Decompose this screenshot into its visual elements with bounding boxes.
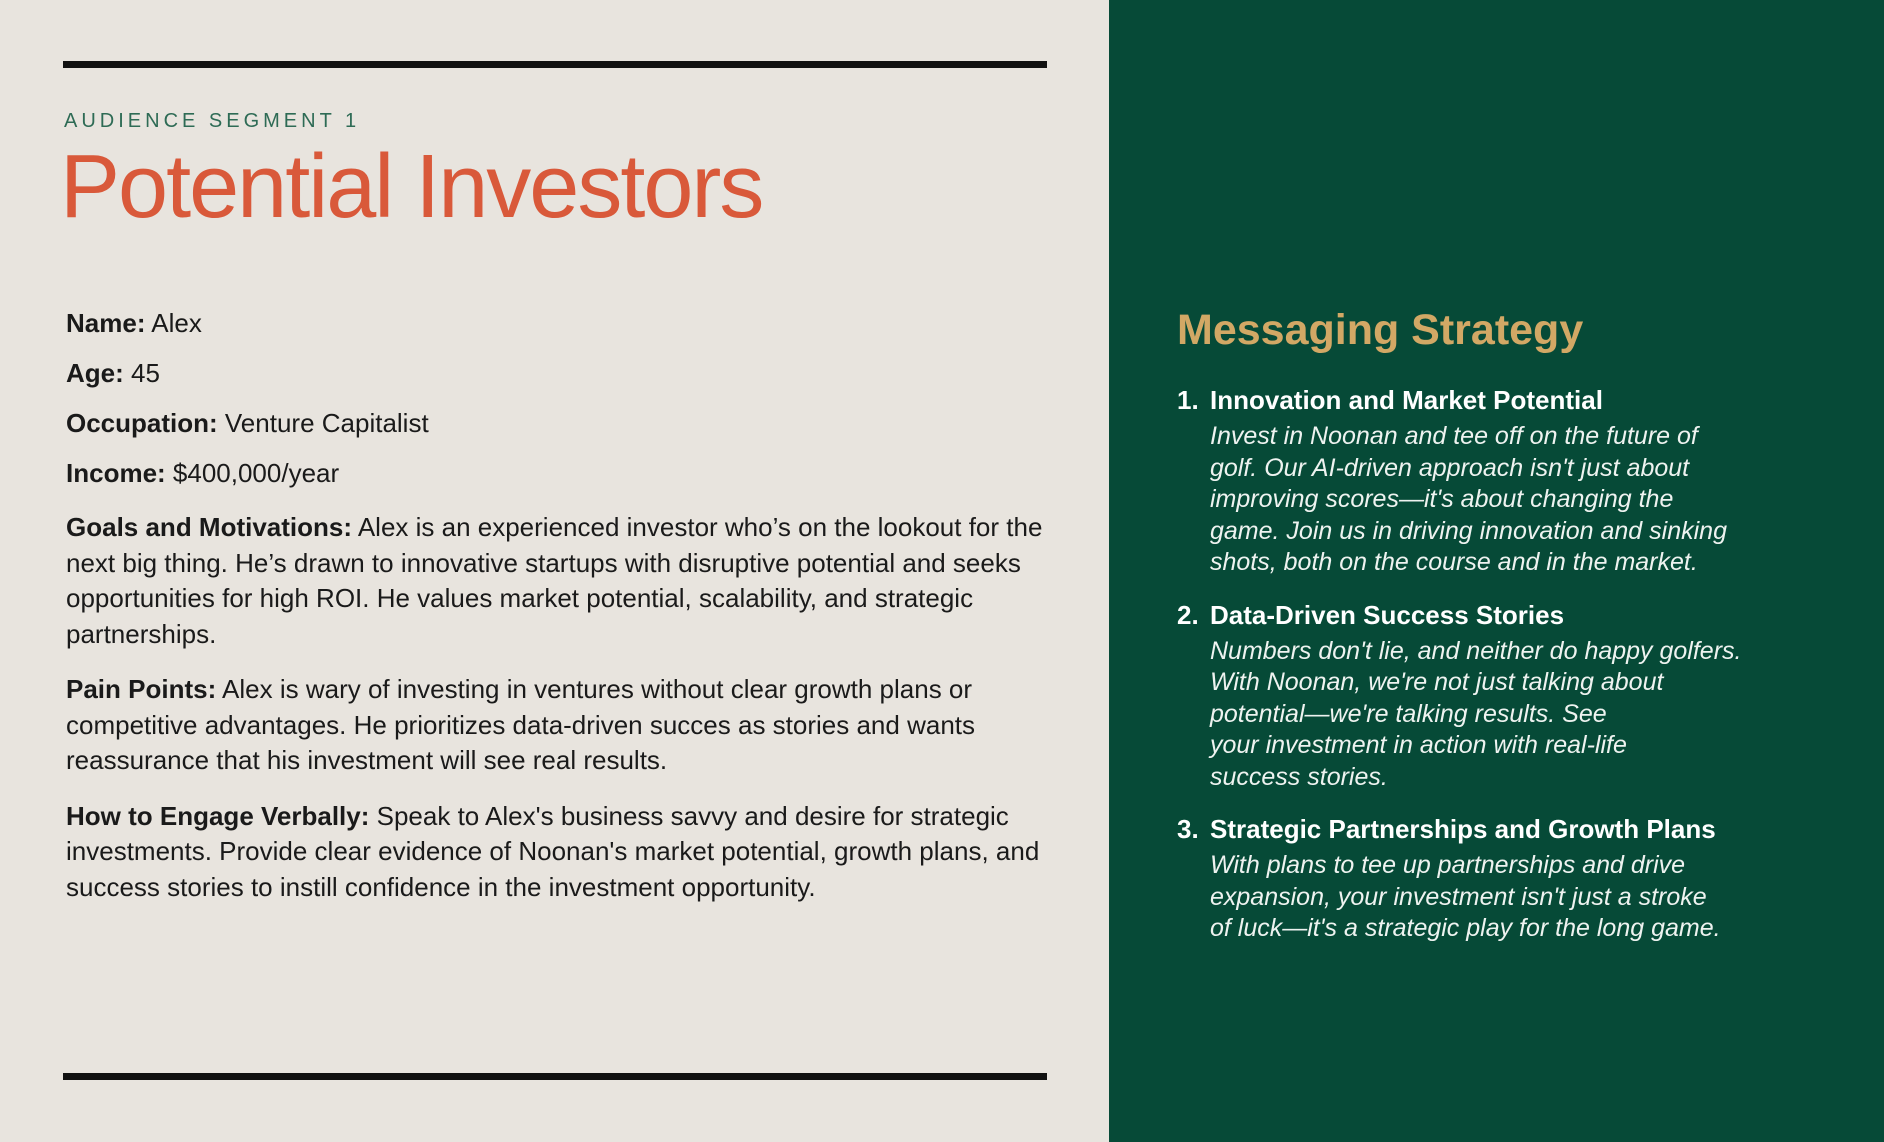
strategy-heading	[1177, 598, 1877, 632]
strategy-number: 2.	[1177, 599, 1199, 630]
occupation-label: Occupation:	[66, 408, 218, 438]
persona-engagement	[66, 799, 1046, 906]
strategy-body: Invest in Noonan and tee off on the future of golf. Our AI-driven approach isn't just about improving scores—it's about changing the game. Join us in driving innovation and sinking shots, both on the course and in the market.	[1210, 422, 1727, 576]
income-label: Income:	[66, 458, 166, 488]
strategy-heading-text: Innovation and Market Potential	[1210, 385, 1603, 415]
strategy-heading	[1177, 383, 1877, 417]
persona-age	[66, 360, 1046, 386]
strategy-body: Numbers don't lie, and neither do happy golfers. With Noonan, we're not just talking about potential—we're talking results. See your investment in action with real-life success stories.	[1210, 636, 1742, 791]
pain-label: Pain Points:	[66, 674, 217, 704]
strategy-heading-text: Strategic Partnerships and Growth Plans	[1210, 814, 1716, 844]
strategy-item	[1177, 812, 1877, 945]
name-value: Alex	[145, 308, 202, 338]
top-divider	[63, 61, 1047, 68]
strategy-number: 1.	[1177, 385, 1199, 415]
persona-income	[66, 460, 1046, 486]
bottom-divider	[63, 1073, 1047, 1080]
income-value: $400,000/year	[165, 458, 340, 488]
persona-name	[66, 310, 1046, 336]
strategy-heading-text: Data-Driven Success Stories	[1210, 599, 1565, 630]
persona-profile	[66, 310, 1046, 925]
age-label: Age:	[66, 358, 124, 388]
persona-pain-points	[66, 672, 1046, 779]
strategy-number: 3.	[1177, 814, 1199, 844]
engage-label: How to Engage Verbally:	[66, 800, 370, 831]
name-label: Name:	[66, 308, 146, 338]
goals-label: Goals and Motivations:	[66, 512, 353, 542]
goals-value: Alex is an experienced investor who’s on the lookout for the next big thing. He’s drawn to innovative startups with disruptive potential and seeks opportunities for high ROI. He values market potential, scalability, and strategic partnerships.	[66, 512, 1043, 649]
occupation-value: Venture Capitalist	[217, 408, 429, 438]
strategy-item	[1177, 598, 1877, 794]
age-value: 45	[123, 358, 160, 388]
messaging-strategy-title: Messaging Strategy	[1177, 306, 1584, 354]
strategy-item	[1177, 383, 1877, 579]
segment-eyebrow: AUDIENCE SEGMENT 1	[64, 110, 361, 132]
engage-value: Speak to Alex's business savvy and desire for strategic investments. Provide clear evidence of Noonan's market potential, growth plans, and success stories to instill confidence in the investment opportunity.	[66, 800, 1040, 902]
persona-goals	[66, 510, 1046, 652]
strategy-body: With plans to tee up partnerships and drive expansion, your investment isn't just a stroke of luck—it's a strategic play for the long game.	[1210, 851, 1721, 942]
pain-value: Alex is wary of investing in ventures without clear growth plans or competitive advantages. He prioritizes data-driven succes as stories and wants reassurance that his investment will see real results.	[66, 674, 975, 775]
page-title: Potential Investors	[60, 137, 763, 237]
messaging-strategy-panel	[1109, 0, 1884, 1142]
persona-occupation	[66, 410, 1046, 436]
strategy-heading	[1177, 812, 1877, 846]
strategy-list	[1177, 383, 1877, 964]
